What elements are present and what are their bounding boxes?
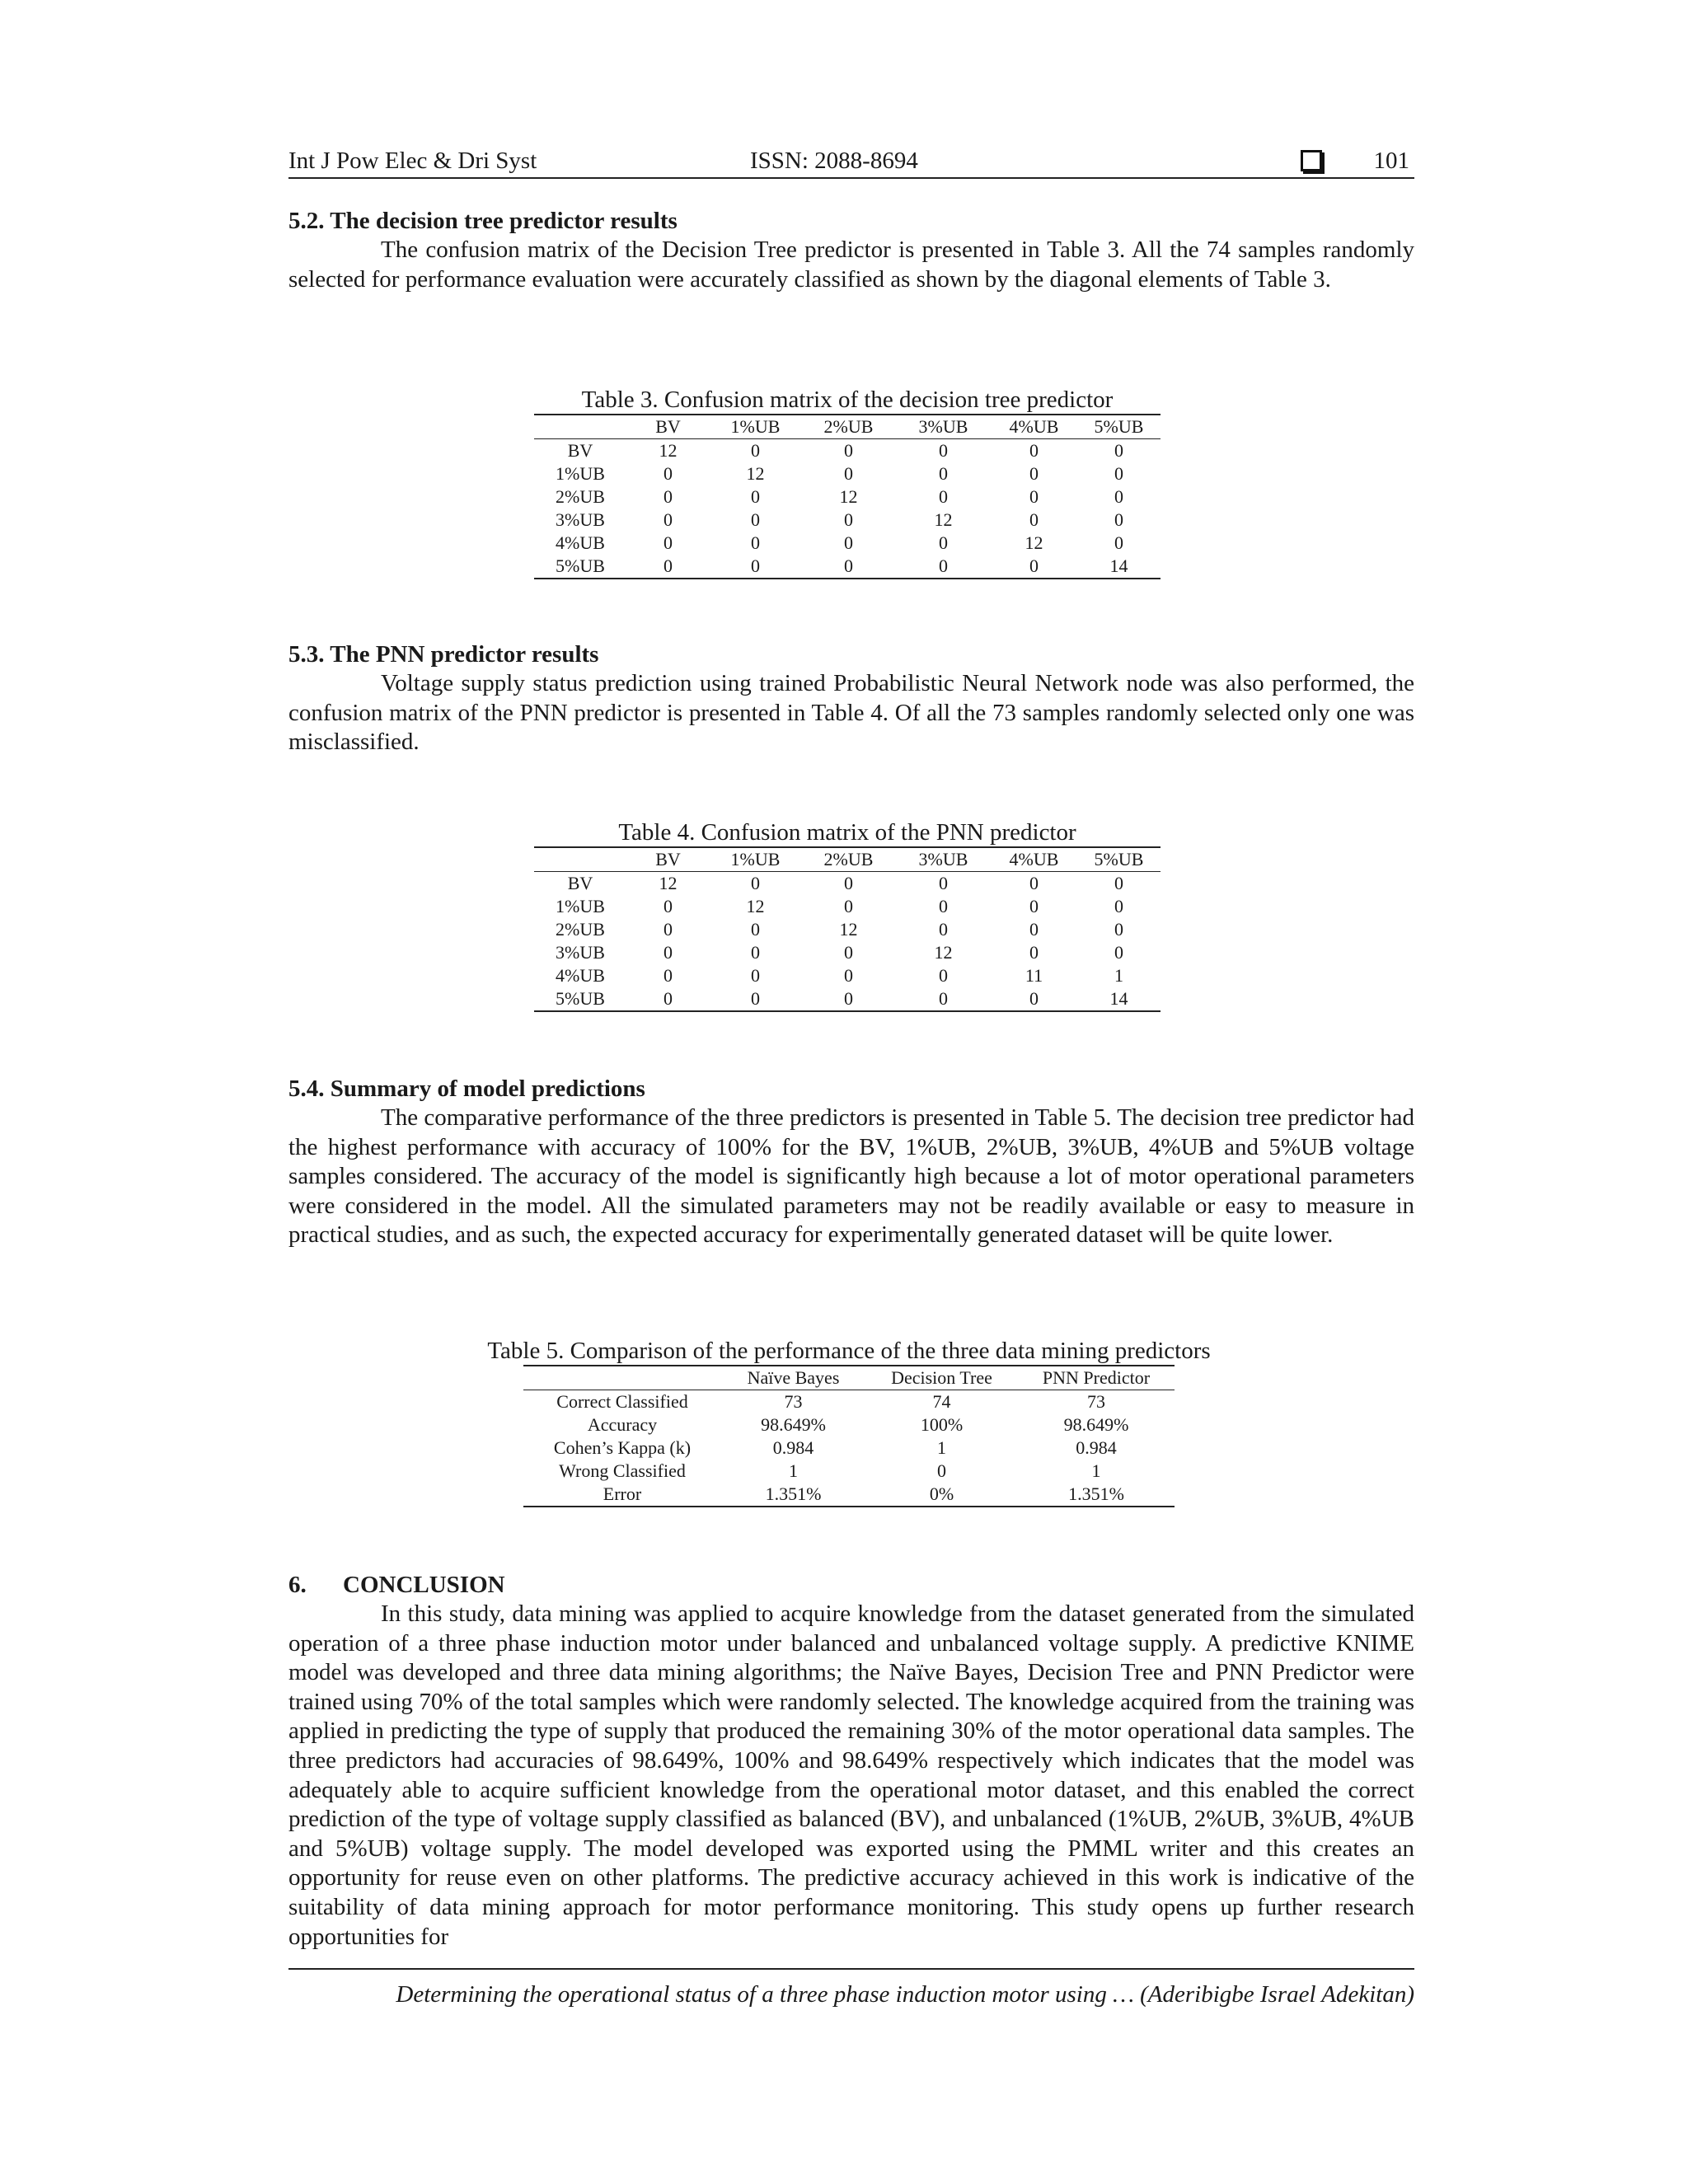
table-row: [523, 1413, 1175, 1436]
column-header: 3%UB: [896, 415, 991, 439]
table-cell: 12: [659, 873, 678, 893]
table-cell: 0: [626, 555, 710, 579]
table-cell: 1: [937, 1437, 946, 1458]
row-label: 3%UB: [556, 509, 605, 530]
row-label: 5%UB: [534, 987, 626, 1011]
column-header: PNN Predictor: [1018, 1366, 1175, 1390]
table-header-row: [523, 1366, 1175, 1390]
row-label: Accuracy: [587, 1414, 658, 1435]
table-cell: 0: [710, 987, 801, 1011]
table-cell: 0: [663, 532, 673, 553]
table-cell: 0: [751, 873, 760, 893]
table-row: [534, 964, 1160, 987]
column-header: 5%UB: [1077, 847, 1160, 872]
column-header: 3%UB: [896, 847, 991, 872]
page-footer: [288, 1968, 1414, 2011]
table-row: [534, 532, 1160, 555]
table-cell: 0: [1114, 532, 1123, 553]
row-label: 4%UB: [556, 965, 605, 986]
table-cell: 0.984: [1076, 1437, 1117, 1458]
table-cell: 0: [1114, 440, 1123, 461]
table-cell: 73: [1087, 1391, 1105, 1412]
table-cell: 98.649%: [1063, 1414, 1129, 1435]
table-cell: 0: [663, 896, 673, 916]
table-cell: 12: [746, 463, 765, 484]
footer-citation: Determining the operational status of a three phase induction motor using … (Aderibigbe Israel Adekitan): [396, 1981, 1414, 2008]
confusion-matrix-table: [534, 846, 1160, 1012]
section-title: 5.4. Summary of model predictions: [288, 1076, 645, 1102]
table-row: [523, 1390, 1175, 1414]
section-body: Voltage supply status prediction using trained Probabilistic Neural Network node was also performed, the confusion matrix of the PNN predictor is presented in Table 4. Of all the 73 samples randomly selected only one was misclassified.: [288, 670, 1414, 756]
table-cell: 1: [1091, 1460, 1101, 1481]
table-cell: 0: [1029, 509, 1039, 530]
table-cell: 0: [939, 919, 948, 940]
table-header-row: [534, 415, 1160, 439]
section-title: 5.2. The decision tree predictor results: [288, 208, 678, 234]
table-cell: 0: [896, 987, 991, 1011]
column-header: 2%UB: [801, 847, 896, 872]
table-cell: 14: [1077, 555, 1160, 579]
table-3: [534, 386, 1160, 579]
column-header: [523, 1366, 721, 1390]
table-cell: 12: [1025, 532, 1043, 553]
column-header: 5%UB: [1077, 415, 1160, 439]
table-cell: 0: [801, 555, 896, 579]
table-4: [534, 818, 1160, 1012]
confusion-matrix-table: [534, 414, 1160, 579]
row-label: Wrong Classified: [559, 1460, 686, 1481]
table-cell: 0: [751, 942, 760, 963]
table-cell: 0: [1029, 896, 1039, 916]
section-number: 6.: [288, 1572, 307, 1598]
table-cell: 0: [751, 965, 760, 986]
section-title: 5.3. The PNN predictor results: [288, 641, 599, 668]
table-row: [534, 941, 1160, 964]
performance-comparison-table: [523, 1365, 1175, 1507]
section-heading: CONCLUSION: [343, 1572, 505, 1598]
table-cell: 0: [939, 873, 948, 893]
table-cell: 1: [789, 1460, 798, 1481]
table-cell: 0: [663, 965, 673, 986]
table-cell: 0.984: [772, 1437, 814, 1458]
table-row: [534, 439, 1160, 463]
table-cell: 12: [934, 509, 953, 530]
table-caption: Table 3. Confusion matrix of the decision tree predictor: [581, 387, 1114, 413]
section-body: The comparative performance of the three predictors is presented in Table 5. The decision tree predictor had the highest performance with accuracy of 100% for the BV, 1%UB, 2%UB, 3%UB, 4%UB and 5%UB voltage samples considered. The accuracy of the model is significantly high because a lot of motor operational parameters were considered in the model. All the simulated parameters may not be readily available or easy to measure in practical studies, and as such, the expected accuracy for experimentally generated dataset will be quite lower.: [288, 1104, 1414, 1249]
table-cell: 73: [784, 1391, 803, 1412]
table-cell: 0: [663, 919, 673, 940]
table-cell: 1.351%: [1018, 1483, 1175, 1507]
table-cell: 0: [844, 896, 853, 916]
table-cell: 1.351%: [721, 1483, 865, 1507]
table-cell: 0: [939, 463, 948, 484]
table-cell: 0: [1029, 873, 1039, 893]
table-header-row: [534, 847, 1160, 872]
table-cell: 0: [844, 942, 853, 963]
section-5-4: [288, 1074, 1414, 1250]
table-row: [534, 485, 1160, 509]
table-cell: 0: [1114, 919, 1123, 940]
table-cell: 0: [1029, 919, 1039, 940]
table-cell: 0: [939, 965, 948, 986]
row-label: Cohen’s Kappa (k): [553, 1437, 692, 1458]
section-title: [288, 1570, 1414, 1600]
row-label: BV: [567, 440, 593, 461]
table-cell: 0: [1029, 440, 1039, 461]
table-cell: 1: [1114, 965, 1123, 986]
section-body: In this study, data mining was applied to acquire knowledge from the dataset generated from the simulated operation of a three phase induction motor under balanced and unbalanced voltage supply. A predictive KNIME model was developed and three data mining algorithms; the Naïve Bayes, Decision Tree and PNN Predictor were trained using 70% of the total samples which were randomly selected. The knowledge acquired from the training was applied in predicting the type of supply that produced the remaining 30% of the motor operational data samples. The three predictors had accuracies of 98.649%, 100% and 98.649% respectively which indicates that the model was adequately able to acquire sufficient knowledge from the operational motor dataset, and this enabled the correct prediction of the type of voltage supply classified as balanced (BV), and unbalanced (1%UB, 2%UB, 3%UB, 4%UB and 5%UB) voltage supply. The model developed was exported using the PMML writer and this creates an opportunity for reuse even on other platforms. The predictive accuracy achieved in this work is indicative of the suitability of data mining approach for motor performance monitoring. This study opens up further research opportunities for: [288, 1601, 1414, 1950]
table-cell: 0: [1029, 463, 1039, 484]
table-cell: 98.649%: [761, 1414, 826, 1435]
table-row: [523, 1436, 1175, 1460]
column-header: 2%UB: [801, 415, 896, 439]
table-caption: Table 4. Confusion matrix of the PNN predictor: [618, 819, 1076, 846]
journal-name: Int J Pow Elec & Dri Syst: [288, 148, 537, 174]
table-row: [523, 1460, 1175, 1483]
section-6: [288, 1570, 1414, 1952]
table-row: [523, 1483, 1175, 1507]
row-label: 3%UB: [556, 942, 605, 963]
table-row: [534, 895, 1160, 918]
column-header: Naïve Bayes: [721, 1366, 865, 1390]
table-cell: 0: [844, 965, 853, 986]
row-label: Correct Classified: [556, 1391, 688, 1412]
table-cell: 0%: [865, 1483, 1018, 1507]
table-cell: 0: [939, 486, 948, 507]
table-cell: 12: [746, 896, 765, 916]
page-header: [288, 144, 1414, 179]
table-cell: 0: [844, 440, 853, 461]
table-cell: 0: [1114, 486, 1123, 507]
section-5-3: [288, 640, 1414, 757]
table-cell: 100%: [920, 1414, 964, 1435]
column-header: BV: [626, 415, 710, 439]
table-cell: 14: [1077, 987, 1160, 1011]
table-cell: 0: [844, 873, 853, 893]
column-header: Decision Tree: [865, 1366, 1018, 1390]
table-cell: 12: [839, 919, 858, 940]
table-cell: 0: [1114, 463, 1123, 484]
table-cell: 0: [710, 555, 801, 579]
table-row: [534, 918, 1160, 941]
table-cell: 0: [844, 463, 853, 484]
table-cell: 0: [1114, 896, 1123, 916]
row-label: 5%UB: [534, 555, 626, 579]
table-cell: 0: [1029, 942, 1039, 963]
table-cell: 0: [663, 942, 673, 963]
row-label: 2%UB: [556, 919, 605, 940]
table-caption: Table 5. Comparison of the performance of the three data mining predictors: [487, 1338, 1211, 1364]
section-5-2: [288, 206, 1414, 294]
table-cell: 0: [939, 532, 948, 553]
table-cell: 0: [751, 486, 760, 507]
row-label: Error: [523, 1483, 721, 1507]
table-cell: 0: [663, 463, 673, 484]
checkbox-square-icon: [1301, 150, 1322, 171]
table-cell: 0: [1114, 873, 1123, 893]
table-cell: 0: [1029, 486, 1039, 507]
section-body: The confusion matrix of the Decision Tree predictor is presented in Table 3. All the 74 samples randomly selected for performance evaluation were accurately classified as shown by the diagonal elements of Table 3.: [288, 237, 1414, 293]
table-cell: 0: [801, 987, 896, 1011]
column-header: 1%UB: [710, 847, 801, 872]
table-cell: 0: [844, 532, 853, 553]
row-label: 1%UB: [556, 896, 605, 916]
table-cell: 12: [659, 440, 678, 461]
column-header: [534, 847, 626, 872]
table-cell: 0: [751, 440, 760, 461]
row-label: 2%UB: [556, 486, 605, 507]
table-row: [534, 462, 1160, 485]
table-cell: 0: [937, 1460, 946, 1481]
table-5: [462, 1337, 1236, 1507]
table-cell: 0: [991, 555, 1077, 579]
table-cell: 12: [839, 486, 858, 507]
table-cell: 0: [663, 486, 673, 507]
table-cell: 12: [934, 942, 953, 963]
column-header: 4%UB: [991, 415, 1077, 439]
table-row: [534, 509, 1160, 532]
column-header: 1%UB: [710, 415, 801, 439]
table-cell: 0: [751, 532, 760, 553]
table-row: [534, 987, 1160, 1011]
table-row: [534, 555, 1160, 579]
column-header: BV: [626, 847, 710, 872]
table-cell: 11: [1025, 965, 1043, 986]
row-label: 1%UB: [556, 463, 605, 484]
table-cell: 0: [626, 987, 710, 1011]
row-label: BV: [567, 873, 593, 893]
table-cell: 0: [663, 509, 673, 530]
table-cell: 0: [751, 919, 760, 940]
table-cell: 0: [844, 509, 853, 530]
table-cell: 74: [932, 1391, 951, 1412]
table-cell: 0: [896, 555, 991, 579]
table-cell: 0: [1114, 942, 1123, 963]
table-cell: 0: [1114, 509, 1123, 530]
issn-label: ISSN: 2088-8694: [750, 148, 918, 174]
row-label: 4%UB: [556, 532, 605, 553]
column-header: 4%UB: [991, 847, 1077, 872]
table-row: [534, 872, 1160, 896]
page-number: 101: [1373, 148, 1409, 174]
column-header: [534, 415, 626, 439]
table-cell: 0: [991, 987, 1077, 1011]
table-cell: 0: [939, 440, 948, 461]
table-cell: 0: [939, 896, 948, 916]
table-cell: 0: [751, 509, 760, 530]
